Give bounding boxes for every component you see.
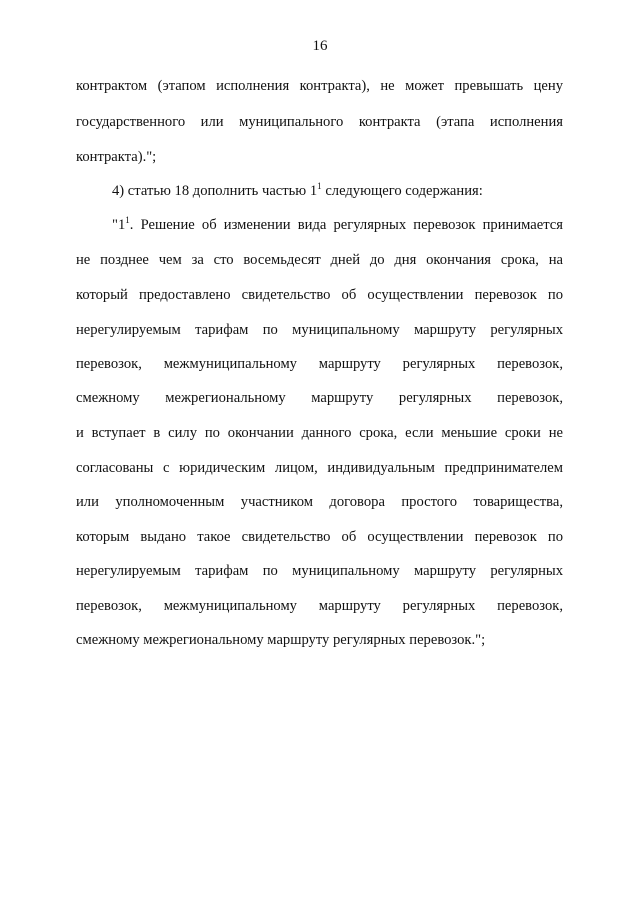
superscript: 1: [125, 215, 130, 225]
text-line: перевозок, межмуниципальному маршруту регулярных перевозок,: [76, 598, 563, 614]
superscript: 1: [317, 181, 322, 191]
text-line: смежному межрегиональному маршруту регулярных перевозок,: [76, 390, 563, 406]
clause-number: "1: [112, 217, 126, 233]
text-line: согласованы с юридическим лицом, индивидуальным предпринимателем: [76, 460, 563, 476]
amendment-text: следующего содержания:: [321, 183, 483, 199]
text-line: перевозок, межмуниципальному маршруту регулярных перевозок,: [76, 356, 563, 372]
text-line: не позднее чем за сто восемьдесят дней до дня окончания срока, на: [76, 252, 563, 268]
amendment-text: 4) статью 18 дополнить частью 1: [112, 183, 318, 199]
text-line: смежному межрегиональному маршруту регулярных перевозок.";: [76, 632, 486, 648]
text-line: контрактом (этапом исполнения контракта), не может превышать цену: [76, 78, 563, 94]
text-line: контракта).";: [76, 149, 157, 165]
text-line: которым выдано такое свидетельство об осуществлении перевозок по: [76, 529, 563, 545]
clause-text: . Решение об изменении вида регулярных перевозок принимается: [129, 217, 563, 233]
text-line: государственного или муниципального контракта (этапа исполнения: [76, 114, 563, 130]
amendment-item: [112, 181, 563, 201]
page-number: 16: [312, 38, 328, 54]
text-line: который предоставлено свидетельство об осуществлении перевозок по: [76, 287, 563, 303]
quoted-clause-start: [112, 215, 563, 235]
text-line: и вступает в силу по окончании данного срока, если меньшие сроки не: [76, 425, 563, 441]
text-line: нерегулируемым тарифам по муниципальному маршруту регулярных: [76, 563, 563, 579]
text-line: или уполномоченным участником договора простого товарищества,: [76, 494, 563, 510]
text-line: нерегулируемым тарифам по муниципальному маршруту регулярных: [76, 322, 563, 338]
